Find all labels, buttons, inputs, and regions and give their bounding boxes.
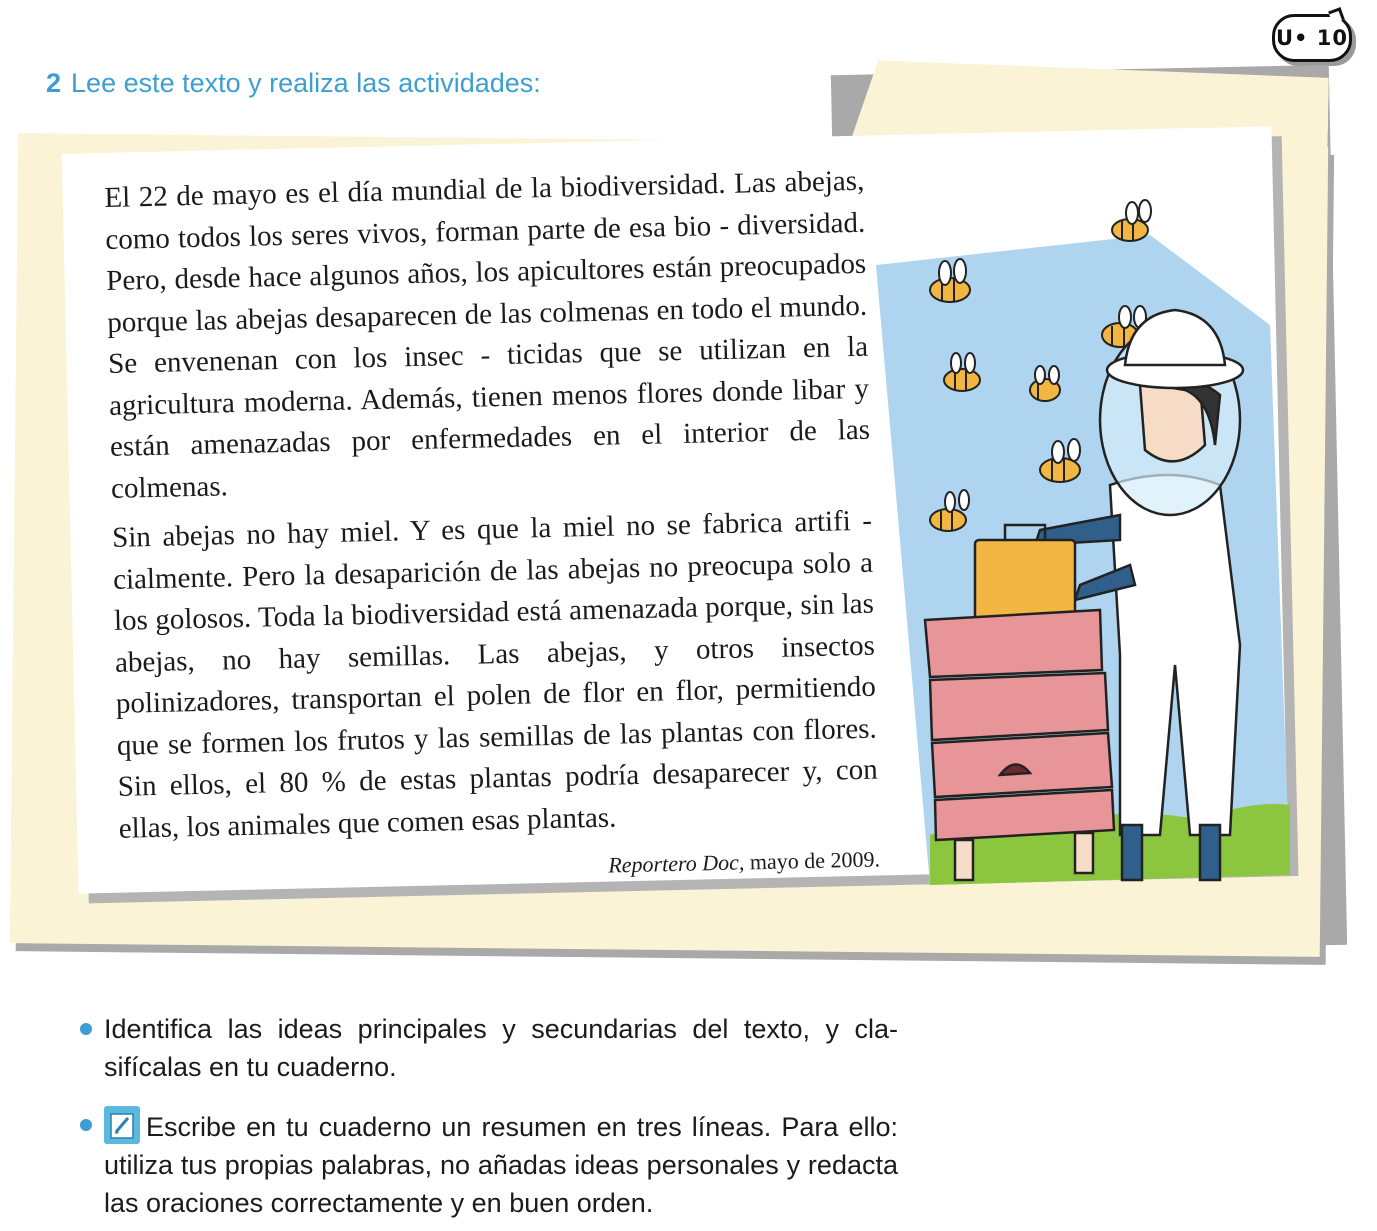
source-publication: Reportero Doc,: [608, 849, 745, 878]
bee-icon: [1030, 366, 1060, 401]
task-text: Escribe en tu cuaderno un resumen en tres líneas. Para ello: utiliza tus propias palabras, no añadas ideas personales y redacta las oraciones correctamente y en buen orden.: [104, 1112, 898, 1218]
source-date: mayo de 2009.: [749, 846, 881, 875]
article-paragraph-1: El 22 de mayo es el día mundial de la biodiversidad. Las abejas, como todos los seres vivos, forman parte de esa bio - diversidad. Pero, desde hace algunos años, los apicultores están preocupados porque las abejas desaparecen de las colmenas en todo el mundo. Se envenenan con los insec - ticidas que se utilizan en la agricultura moderna. Además, tienen menos flores donde libar y están amenazadas por enfermedades en el interior de las colmenas.: [104, 164, 871, 505]
honeycomb-frame: [975, 525, 1075, 620]
article-paragraph-2: Sin abejas no hay miel. Y es que la miel no se fabrica artifi - cialmente. Pero la desaparición de las abejas no preocupa solo a los golosos. Toda la biodiversidad está amenazada porque, sin las abejas, no hay semillas. Las abejas, y otros insectos polinizadores, transportan el polen de flor en flor, permitiendo que se formen los frutos y las semillas de las plantas con flores. Sin ellos, el 80 % de estas plantas podría desaparecer y, con ellas, los animales que comen esas plantas.: [111, 504, 878, 845]
bullet-dot-icon: [80, 1023, 92, 1035]
activity-number: 2: [46, 68, 62, 98]
activity-heading: [46, 68, 541, 99]
task-item-1: [78, 1010, 898, 1086]
task-text: Identifica las ideas principales y secundarias del texto, y cla- sifícalas en tu cuaderno.: [104, 1014, 898, 1082]
beekeeper-illustration: [870, 185, 1300, 900]
task-item-2: [78, 1106, 898, 1222]
notebook-pencil-icon: [104, 1106, 140, 1144]
article-text: [104, 161, 879, 850]
bullet-dot-icon: [80, 1119, 92, 1131]
bee-icon: [1112, 200, 1151, 241]
activity-instruction: Lee este texto y realiza las actividades:: [71, 68, 541, 98]
unit-badge: U• 10: [1272, 14, 1352, 62]
task-list: [78, 1010, 898, 1222]
